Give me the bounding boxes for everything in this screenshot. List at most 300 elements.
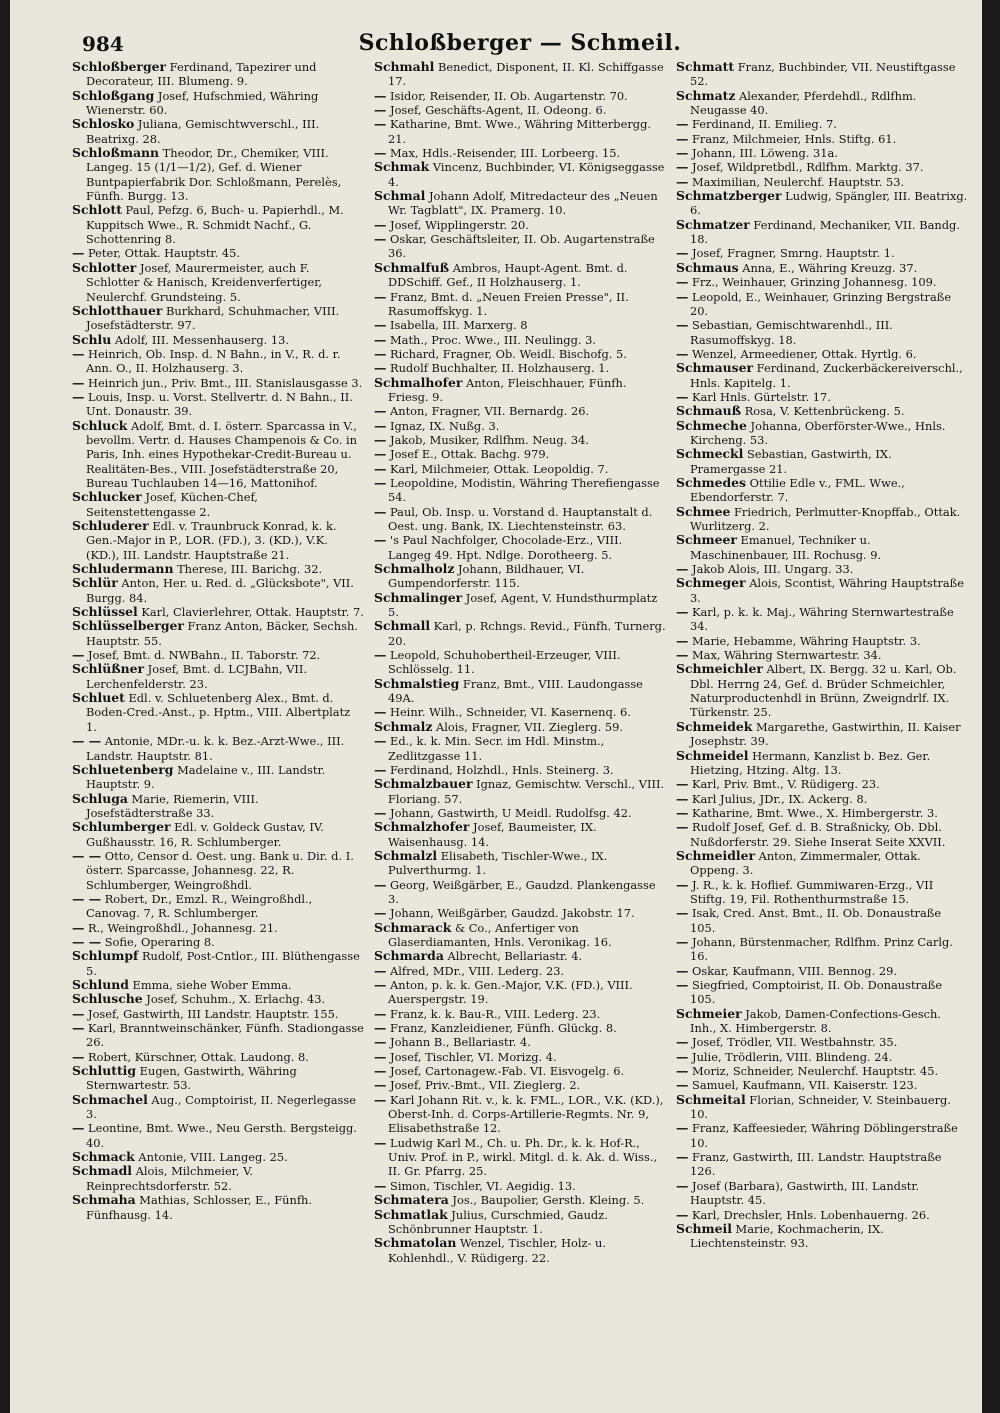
entry-surname: Schmalhofer (374, 374, 463, 390)
directory-entry (374, 1035, 666, 1049)
directory-entry (72, 347, 364, 376)
columns (72, 60, 968, 1410)
directory-entry (676, 605, 968, 634)
directory-entry (374, 849, 666, 878)
directory-entry (676, 89, 968, 118)
entry-details: Ambros, Haupt-Agent. Bmt. d. DDSchiff. Gef., II Holzhauserg. 1. (388, 260, 628, 290)
entry-surname: Schmeidler (676, 847, 755, 863)
entry-details: Josef, Schuhm., X. Erlachg. 43. (142, 992, 326, 1007)
entry-surname: — (676, 288, 689, 304)
directory-entry (374, 949, 666, 963)
entry-details: Johann, Weißgärber, Gaudzd. Jakobstr. 17. (386, 906, 635, 921)
entry-details: Hermann, Kanzlist b. Bez. Ger. Hietzing, Htzing. Altg. 13. (690, 748, 931, 777)
entry-surname: — (72, 1020, 85, 1036)
directory-entry (374, 921, 666, 950)
entry-surname: Schlu (72, 331, 112, 347)
entry-details: Oskar, Geschäftsleiter, II. Ob. Augartenstraße 36. (386, 232, 655, 261)
directory-entry (676, 275, 968, 289)
entry-surname: — (374, 532, 387, 548)
entry-surname: Schlott (72, 202, 122, 218)
directory-entry (374, 505, 666, 534)
directory-entry (374, 1007, 666, 1021)
directory-entry (676, 290, 968, 319)
entry-surname: — (676, 345, 689, 361)
directory-entry (374, 376, 666, 405)
entry-surname: Schlotter (72, 259, 137, 275)
entry-details: Louis, Insp. u. Vorst. Stellvertr. d. N Bahn., II. Unt. Donaustr. 39. (84, 389, 353, 419)
entry-details: Franz, Buchbinder, VII. Neustiftgasse 52. (690, 60, 956, 89)
entry-details: Rosa, V. Kettenbrückeng. 5. (741, 404, 905, 419)
directory-entry (374, 1064, 666, 1078)
entry-details: Aug., Comptoirist, II. Negerlegasse 3. (86, 1092, 356, 1122)
directory-entry (374, 89, 666, 103)
entry-surname: — (676, 130, 689, 146)
entry-surname: Schmatzer (676, 216, 750, 232)
entry-details: Theodor, Dr., Chemiker, VIII. Langeg. 15 (1/1—1/2), Gef. d. Wiener Buntpapierfabrik Dor. Schloßmann, Perelès, Fünfh. Burgg. 13. (86, 146, 342, 204)
entry-details: Franz Anton, Bäcker, Sechsh. Hauptstr. 55. (86, 619, 358, 648)
directory-entry (676, 1035, 968, 1049)
directory-entry (676, 347, 968, 361)
entry-details: Josef, Küchen-Chef, Seitenstettengasse 2. (86, 490, 258, 519)
entry-details: Alexander, Pferdehdl., Rdlfhm. Neugasse 40. (690, 88, 917, 118)
entry-details: Benedict, Disponent, II. Kl. Schiffgasse 17. (388, 60, 664, 89)
entry-surname: Schmadl (72, 1163, 133, 1179)
entry-surname: — (374, 1134, 387, 1150)
entry-surname: Schmatt (676, 60, 735, 74)
page-header (72, 14, 968, 60)
directory-entry (72, 1164, 364, 1193)
entry-details: Alfred, MDr., VIII. Lederg. 23. (386, 963, 565, 978)
entry-details: Katharine, Bmt. Wwe., X. Himbergerstr. 3. (688, 805, 938, 820)
directory-entry (676, 792, 968, 806)
directory-entry (72, 648, 364, 662)
entry-details: Leontine, Bmt. Wwe., Neu Gersth. Bergsteigg. 40. (84, 1121, 357, 1150)
entry-details: Margarethe, Gastwirthin, II. Kaiser Josephstr. 39. (690, 719, 961, 749)
page-number: 984 (82, 32, 124, 56)
directory-entry (72, 1121, 364, 1150)
entry-details: Adolf, III. Messenhauserg. 13. (111, 332, 289, 347)
entry-details: Josef (Barbara), Gastwirth, III. Landstr. Hauptstr. 45. (688, 1178, 920, 1208)
directory-entry (374, 906, 666, 920)
directory-entry (72, 60, 364, 89)
entry-surname: — (676, 1206, 689, 1222)
entry-surname: — — (72, 933, 102, 949)
directory-entry (676, 1179, 968, 1208)
directory-entry (72, 691, 364, 734)
entry-details: Josef, Wipplingerstr. 20. (386, 217, 529, 232)
entry-surname: — (374, 1077, 387, 1093)
entry-surname: Schmack (72, 1149, 135, 1165)
entry-surname: — (374, 216, 387, 232)
entry-surname: Schmalholz (374, 561, 455, 577)
entry-details: Antonie, VIII. Langeg. 25. (134, 1150, 288, 1165)
entry-surname: — (676, 977, 689, 992)
entry-surname: Schloßgang (72, 87, 155, 103)
entry-surname: Schmalz (374, 718, 433, 734)
directory-entry (676, 820, 968, 849)
entry-details: Albert, IX. Bergg. 32 u. Karl, Ob. Dbl. Herrng 24, Gef. d. Brüder Schmeichler, Naturproductenhdl in Brünn, Zweigndrlf. IX. Türkenstr. 25. (690, 662, 957, 720)
directory-entry (374, 60, 666, 89)
entry-details: Paul, Pefzg. 6, Buch- u. Papierhdl., M. Kuppitsch Wwe., R. Schmidt Nachf., G. Schottenring 8. (86, 203, 344, 247)
entry-details: Johann B., Bellariastr. 4. (386, 1035, 531, 1050)
entry-details: Josef, Fragner, Smrng. Hauptstr. 1. (688, 246, 895, 261)
entry-details: Samuel, Kaufmann, VII. Kaiserstr. 123. (688, 1078, 918, 1093)
entry-details: Math., Proc. Wwe., III. Neulingg. 3. (386, 332, 596, 347)
entry-details: Jakob, Musiker, Rdlfhm. Neug. 34. (386, 432, 590, 447)
entry-details: Anton, Zimmermaler, Ottak. Oppeng. 3. (690, 848, 921, 878)
directory-entry (72, 333, 364, 347)
entry-details: Emanuel, Techniker u. Maschinenbauer, III. Rochusg. 9. (690, 533, 882, 562)
entry-surname: — (374, 116, 387, 132)
directory-entry (374, 591, 666, 620)
entry-surname: — (676, 388, 689, 404)
directory-entry (676, 964, 968, 978)
entry-details: Frz., Weinhauer, Grinzing Johannesg. 109. (688, 275, 937, 290)
entry-details: Karl, p. k. k. Maj., Währing Sternwartestraße 34. (688, 605, 954, 634)
entry-details: Ludwig, Spängler, III. Beatrixg. 6. (690, 189, 968, 218)
entry-surname: Schmeckl (676, 446, 744, 462)
directory-entry (676, 1150, 968, 1179)
entry-surname: — (676, 159, 689, 175)
directory-entry (72, 390, 364, 419)
entry-details: Max, Währing Sternwartestr. 34. (688, 648, 882, 663)
directory-entry (676, 175, 968, 189)
entry-surname: — (72, 388, 85, 404)
entry-surname: — (676, 274, 689, 290)
directory-entry (676, 749, 968, 778)
entry-surname: — (72, 647, 85, 663)
entry-surname: Schluttig (72, 1063, 137, 1079)
entry-surname: Schluderer (72, 518, 149, 533)
entry-surname: — (374, 460, 387, 476)
entry-details: Edl. v. Schluetenberg Alex., Bmt. d. Boden-Cred.-Anst., p. Hptm., VIII. Albertplatz 1. (86, 691, 351, 734)
entry-surname: — (676, 647, 689, 663)
entry-surname: Schmahl (374, 60, 435, 74)
directory-entry (676, 476, 968, 505)
directory-entry (676, 1222, 968, 1251)
entry-surname: — (374, 403, 387, 419)
directory-entry (374, 404, 666, 418)
directory-entry (374, 347, 666, 361)
entry-surname: Schmarack (374, 919, 452, 935)
entry-surname: — (374, 345, 387, 361)
entry-surname: — (374, 503, 387, 519)
entry-details: Adolf, Bmt. d. I. österr. Sparcassa in V., bevollm. Vertr. d. Hauses Champenois & Co. in Paris, Inh. eines Hypothekar-Credit-Bureau u. Realitäten-Bes., VIII. Josefstädterstraße 20, Bureau Tuchlauben 14—16, Mattonihof. (86, 418, 358, 490)
entry-surname: Schmeger (676, 575, 746, 591)
entry-surname: — (676, 804, 689, 820)
directory-entry (374, 462, 666, 476)
entry-surname: — (374, 145, 387, 161)
directory-entry (676, 246, 968, 260)
directory-entry (72, 978, 364, 992)
entry-details: Josef, Tischler, VI. Morizg. 4. (386, 1049, 557, 1064)
entry-surname: — (72, 919, 85, 935)
entry-details: Burkhard, Schuhmacher, VIII. Josefstädterstr. 97. (86, 303, 340, 333)
directory-entry (72, 117, 364, 146)
entry-surname: — (676, 632, 689, 648)
directory-entry (676, 318, 968, 347)
entry-surname: Schlumberger (72, 819, 171, 835)
entry-surname: Schmatlak (374, 1206, 448, 1222)
entry-surname: Schmarda (374, 948, 444, 964)
directory-entry (374, 160, 666, 189)
entry-details: Ed., k. k. Min. Secr. im Hdl. Minstm., Zedlitzgasse 11. (386, 734, 605, 763)
entry-surname: Schlotthauer (72, 302, 163, 318)
entry-details: Josef, Hufschmied, Währing Wienerstr. 60. (86, 88, 319, 118)
directory-entry (72, 304, 364, 333)
entry-details: Karl, Clavierlehrer, Ottak. Hauptstr. 7. (137, 605, 364, 620)
entry-surname: Schmalzbauer (374, 776, 473, 792)
entry-surname: — (374, 417, 387, 433)
entry-surname: — (72, 1048, 85, 1064)
entry-surname: Schlüsselberger (72, 618, 184, 634)
directory-entry (72, 619, 364, 648)
page-title: Schloßberger — Schmeil. (358, 30, 682, 56)
entry-details: Maximilian, Neulerchf. Hauptstr. 53. (688, 174, 905, 189)
directory-entry (72, 1007, 364, 1021)
entry-details: Richard, Fragner, Ob. Weidl. Bischofg. 5. (386, 346, 627, 361)
directory-entry (72, 605, 364, 619)
entry-details: Julie, Trödlerin, VIII. Blindeng. 24. (688, 1049, 893, 1064)
directory-entry (72, 1064, 364, 1093)
directory-entry (72, 1050, 364, 1064)
entry-details: Franz, Milchmeier, Hnls. Stiftg. 61. (688, 131, 897, 146)
entry-details: Ferdinand, Holzhdl., Hnls. Steinerg. 3. (386, 762, 614, 777)
directory-entry (374, 878, 666, 907)
entry-surname: Schlumpf (72, 948, 139, 964)
entry-details: Marie, Riemerin, VIII. Josefstädterstraße 33. (86, 791, 259, 820)
entry-details: Franz, Kaffeesieder, Währing Döblingerstraße 10. (688, 1121, 958, 1150)
entry-details: Ludwig Karl M., Ch. u. Ph. Dr., k. k. Hof-R., Univ. Prof. in P., wirkl. Mitgl. d. k. Ak. d. Wiss., II. Gr. Pfarrg. 25. (386, 1135, 658, 1179)
entry-details: Rudolf Josef, Gef. d. B. Straßnicky, Ob. Dbl. Nußdorferstr. 29. Siehe Inserat Seite XXVII. (688, 820, 946, 849)
entry-details: Josef, Bmt. d. LCJBahn, VII. Lerchenfelderstr. 23. (86, 662, 308, 691)
entry-surname: — (374, 331, 387, 347)
directory-entry (374, 1179, 666, 1193)
entry-surname: — (676, 1034, 689, 1050)
entry-surname: Schludermann (72, 561, 174, 577)
entry-surname: Schmaus (676, 259, 739, 275)
entry-surname: Schlür (72, 575, 118, 591)
directory-entry (72, 921, 364, 935)
directory-entry (374, 261, 666, 290)
entry-details: Otto, Censor d. Oest. ung. Bank u. Dir. d. I. österr. Sparcasse, Johannesg. 22, R. Schlumberger, Weingroßhdl. (86, 848, 354, 892)
directory-entry (374, 476, 666, 505)
entry-surname: Schluetenberg (72, 761, 174, 777)
column-left (72, 60, 364, 1410)
directory-entry (676, 662, 968, 719)
directory-entry (676, 419, 968, 448)
entry-surname: Schmeichler (676, 661, 763, 677)
column-right (676, 60, 968, 1410)
entry-details: Karl Julius, JDr., IX. Ackerg. 8. (688, 791, 868, 806)
entry-surname: Schmeidel (676, 747, 749, 763)
directory-entry (374, 361, 666, 375)
entry-details: Heinr. Wilh., Schneider, VI. Kasernenq. 6. (386, 705, 631, 720)
entry-details: Anna, E., Währing Kreuzg. 37. (738, 260, 918, 275)
entry-surname: — (374, 431, 387, 447)
directory-entry (676, 132, 968, 146)
directory-entry (72, 992, 364, 1006)
entry-surname: — (676, 776, 689, 792)
entry-details: Josef, Priv.-Bmt., VII. Zieglerg. 2. (386, 1078, 581, 1093)
entry-details: Florian, Schneider, V. Steinbauerg. 10. (690, 1092, 951, 1122)
entry-surname: — (374, 733, 387, 749)
entry-details: Heinrich, Ob. Insp. d. N Bahn., in V., R. d. r. Ann. O., II. Holzhauserg. 3. (84, 346, 341, 376)
entry-details: Franz, Bmt. d. „Neuen Freien Presse", II. Rasumoffskyg. 1. (386, 289, 629, 318)
directory-entry (72, 576, 364, 605)
directory-entry (676, 576, 968, 605)
directory-entry (374, 1236, 666, 1265)
entry-surname: Schmeil (676, 1220, 732, 1236)
entry-details: Josef, Maurermeister, auch F. Schlotter & Hanisch, Kreidenverfertiger, Neulerchf. Grundsteing. 5. (86, 260, 323, 304)
entry-surname: Schmeital (676, 1091, 746, 1107)
entry-details: Josef, Bmt. d. NWBahn., II. Taborstr. 72. (84, 648, 321, 663)
directory-entry (676, 447, 968, 476)
directory-entry (676, 533, 968, 562)
directory-entry (72, 419, 364, 491)
entry-details: Moriz, Schneider, Neulerchf. Hauptstr. 45. (688, 1064, 939, 1079)
entry-surname: Schmeer (676, 532, 737, 548)
directory-entry (676, 390, 968, 404)
directory-entry (374, 820, 666, 849)
entry-details: Wenzel, Armeediener, Ottak. Hyrtlg. 6. (688, 346, 917, 361)
entry-surname: Schmalinger (374, 589, 463, 605)
entry-surname: Schlüssel (72, 604, 138, 620)
entry-details: Karl, Priv. Bmt., V. Rüdigerg. 23. (688, 777, 880, 792)
entry-details: Mathias, Schlosser, E., Fünfh. Fünfhausg. 14. (86, 1193, 313, 1222)
entry-surname: Schloßberger (72, 60, 167, 74)
directory-entry (72, 376, 364, 390)
entry-surname: — — (72, 890, 102, 906)
entry-details: Wenzel, Tischler, Holz- u. Kohlenhdl., V. Rüdigerg. 22. (388, 1236, 606, 1265)
entry-details: Therese, III. Barichg. 32. (173, 562, 323, 577)
entry-surname: — (374, 977, 387, 992)
directory-entry (676, 849, 968, 878)
directory-entry (72, 261, 364, 304)
directory-entry (72, 935, 364, 949)
directory-entry (676, 878, 968, 907)
entry-details: Julius, Curschmied, Gaudz. Schönbrunner Hauptstr. 1. (388, 1207, 608, 1236)
entry-surname: Schmatolan (374, 1235, 457, 1251)
directory-entry (72, 490, 364, 519)
entry-details: 's Paul Nachfolger, Chocolade-Erz., VIII. Langeg 49. Hpt. Ndlge. Dorotheerg. 5. (386, 533, 623, 562)
directory-entry (374, 562, 666, 591)
directory-entry (676, 935, 968, 964)
entry-details: Peter, Ottak. Hauptstr. 45. (84, 246, 240, 261)
entry-surname: — (374, 474, 387, 490)
directory-entry (676, 806, 968, 820)
entry-surname: Schmaha (72, 1192, 136, 1208)
entry-surname: — (676, 962, 689, 978)
entry-details: Ferdinand, Tapezirer und Decorateur, III. Blumeng. 9. (86, 60, 317, 89)
entry-surname: — (374, 446, 387, 462)
directory-entry (72, 89, 364, 118)
entry-surname: Schmauß (676, 403, 742, 419)
entry-surname: Schmalzl (374, 847, 438, 863)
directory-entry (676, 60, 968, 89)
entry-surname: Schmedes (676, 474, 747, 490)
entry-details: Katharine, Bmt. Wwe., Währing Mitterbergg. 21. (386, 117, 651, 146)
directory-entry (676, 146, 968, 160)
entry-details: Karl, Drechsler, Hnls. Lobenhauerng. 26. (688, 1207, 930, 1222)
directory-page (10, 0, 982, 1413)
directory-entry (374, 720, 666, 734)
directory-entry (374, 232, 666, 261)
entry-surname: — (72, 245, 85, 261)
directory-entry (676, 1078, 968, 1092)
entry-surname: — (676, 1077, 689, 1093)
entry-surname: — (676, 145, 689, 161)
entry-surname: — (374, 1034, 387, 1050)
entry-details: Karl Hnls. Gürtelstr. 17. (688, 389, 831, 404)
entry-surname: — (676, 1063, 689, 1079)
directory-entry (72, 849, 364, 892)
entry-surname: — (374, 704, 387, 720)
directory-entry (676, 978, 968, 1007)
entry-details: Johann, Bürstenmacher, Rdlfhm. Prinz Carlg. 16. (688, 934, 953, 964)
entry-surname: Schmak (374, 159, 430, 175)
directory-entry (72, 949, 364, 978)
entry-details: Marie, Kochmacherin, IX. Liechtensteinstr. 93. (690, 1221, 884, 1251)
entry-surname: Schluet (72, 690, 125, 706)
entry-details: Vincenz, Buchbinder, VI. Königseggasse 4. (388, 160, 665, 189)
directory-entry (72, 892, 364, 921)
entry-surname: — (374, 87, 387, 103)
entry-surname: Schluga (72, 790, 128, 806)
entry-details: Franz, Kanzleidiener, Fünfh. Glückg. 8. (386, 1021, 617, 1036)
entry-surname: Schmeier (676, 1005, 742, 1021)
entry-details: Karl, Milchmeier, Ottak. Leopoldig. 7. (386, 461, 609, 476)
directory-entry (72, 203, 364, 246)
directory-entry (374, 533, 666, 562)
entry-details: Simon, Tischler, VI. Aegidig. 13. (386, 1178, 576, 1193)
entry-surname: Schlosko (72, 116, 135, 132)
entry-details: Antonie, MDr.-u. k. k. Bez.-Arzt-Wwe., III. Landstr. Hauptstr. 81. (86, 734, 345, 763)
directory-entry (374, 763, 666, 777)
entry-details: Ignaz, Gemischtw. Verschl., VIII. Floriang. 57. (388, 777, 665, 806)
entry-details: Ferdinand, II. Emilieg. 7. (688, 117, 837, 132)
entry-surname: Schmatera (374, 1192, 449, 1208)
entry-details: Johann Adolf, Mitredacteur des „Neuen Wr. Tagblatt", IX. Pramerg. 10. (388, 189, 658, 218)
entry-details: Anton, Fragner, VII. Bernardg. 26. (386, 404, 590, 419)
entry-surname: Schlüßner (72, 661, 145, 677)
entry-details: Rudolf Buchhalter, II. Holzhauserg. 1. (386, 361, 610, 376)
directory-entry (676, 1121, 968, 1150)
entry-details: Franz, Gastwirth, III. Landstr. Hauptstraße 126. (688, 1150, 942, 1179)
directory-entry (374, 290, 666, 319)
entry-surname: — (374, 905, 387, 921)
entry-surname: — (374, 1063, 387, 1079)
entry-surname: — (72, 1120, 85, 1136)
entry-details: Franz, Bmt., VIII. Laudongasse 49A. (388, 676, 643, 706)
entry-details: Leopold, E., Weinhauer, Grinzing Bergstraße 20. (688, 289, 952, 318)
entry-surname: Schmal (374, 188, 426, 204)
entry-details: Alois, Scontist, Währing Hauptstraße 3. (690, 576, 965, 605)
entry-surname: — (374, 804, 387, 820)
entry-surname: Schmatz (676, 87, 736, 103)
directory-entry (374, 117, 666, 146)
entry-surname: — (676, 561, 689, 577)
directory-entry (676, 160, 968, 174)
entry-details: Emma, siehe Wober Emma. (128, 978, 292, 992)
entry-details: Johann, Bildhauer, VI. Gumpendorferstr. 115. (388, 562, 585, 591)
entry-surname: — (374, 231, 387, 247)
entry-details: Elisabeth, Tischler-Wwe., IX. Pulverthurmg. 1. (388, 848, 608, 878)
entry-details: Josef, Trödler, VII. Westbahnstr. 35. (688, 1035, 898, 1050)
directory-entry (676, 720, 968, 749)
entry-surname: — (676, 819, 689, 835)
entry-details: Anton, p. k. k. Gen.-Major, V.K. (FD.), VIII. Auerspergstr. 19. (386, 978, 633, 1007)
